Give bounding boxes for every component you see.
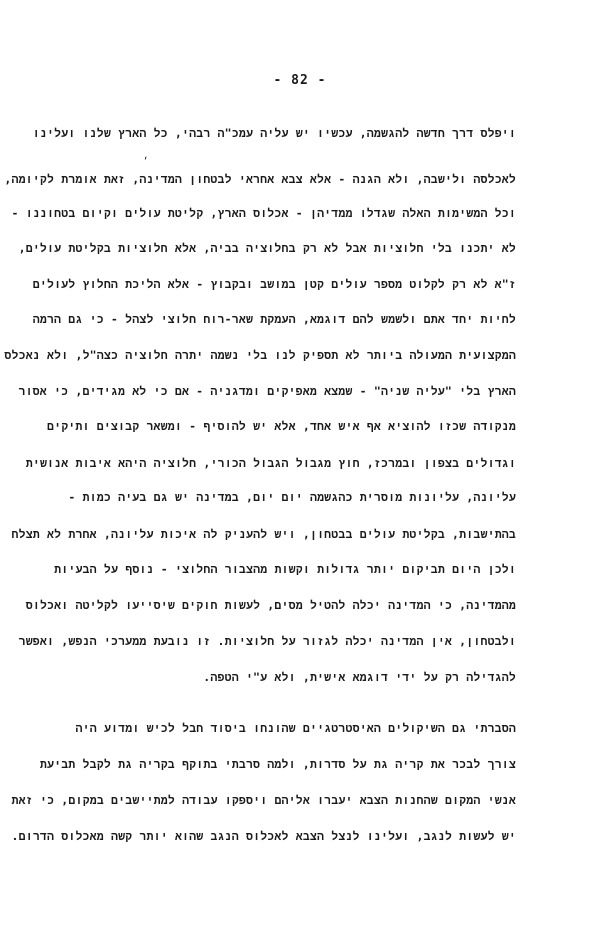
text-line: הארץ בלי "עליה שניה" - שמצא מאפיקים ומדגניה - אם כי לא מגידים, כי אסור bbox=[18, 384, 516, 398]
text-line: וכל המשימות האלה שגדלו ממדיהן - אכלוס הארץ, קליטת עולים וקיום בטחוננו - bbox=[11, 206, 516, 220]
text-line: צורך לבכר את קריה גת על סדרות, ולמה סרבתי בתוקף בקריה גת לקבל תביעת bbox=[39, 757, 516, 771]
text-line: לאכלסה ולישבה, ולא הגנה - אלא צבא אחראי לבטחון המדינה, זאת אומרת לקיומה, bbox=[4, 172, 516, 186]
text-line: יש לעשות לנגב, ועלינו לנצל הצבא לאכלוס הנגב שהוא יותר קשה מאכלוס הדרום. bbox=[11, 829, 516, 843]
text-line: לא יתכנו בלי חלוציות אבל לא רק בחלוציה בביה, אלא חלוציות בקליטת עולים, bbox=[18, 241, 516, 255]
text-line: אנשי המקום שהחנות הצבא יעברו אליהם ויספקו עבודה למתיישבים במקום, כי זאת bbox=[11, 793, 516, 807]
text-line: לחיות יחד אתם ולשמש להם דוגמא, העמקת שאר-רוח חלוצי לצהל - כי גם הרמה bbox=[32, 312, 516, 326]
text-line: הסברתי גם השיקולים האיסטרטגיים שהונחו ביסוד חבל לכיש ומדוע היה bbox=[75, 721, 516, 735]
text-line: ולבטחון, אין המדינה יכלה לגזור על חלוציות. זו נובעת ממערכי הנפש, ואפשר bbox=[18, 634, 516, 648]
text-line: להגדילה רק על ידי דוגמא אישית, ולא ע"י הטפה. bbox=[203, 670, 516, 684]
text-line: ולכן היום תביקום יותר גדולות וקשות מהצבור החלוצי - נוסף על הבעיות bbox=[54, 562, 516, 576]
text-line: וגדולים בצפון ובמרכז, חוץ מגבול הגבול הכורי, חלוציה היהא איבות אנושית bbox=[25, 456, 516, 470]
text-line: מנקודה שכזו להוציא אף איש אחד, אלא יש להוסיף - ומשאר קבוצים ותיקים bbox=[47, 419, 516, 433]
text-line: מהמדינה, כי המדינה יכלה להטיל מסים, לעשות חוקים שיסייעו לקליטה ואכלוס bbox=[25, 598, 516, 612]
page-number: - 82 - bbox=[273, 73, 327, 88]
text-line: ז"א לא רק לקלוט מספר עולים קטן במושב ובקבוץ - אלא הליכת החלוץ לעולים bbox=[32, 277, 516, 291]
stray-mark: ׳ bbox=[143, 157, 149, 167]
text-line: ויפלס דרך חדשה להגשמה, עכשיו יש עליה עמכ"ה רבהי, כל הארץ שלנו ועלינו bbox=[32, 126, 516, 140]
text-line: המקצועית המעולה ביותר לא תספיק לנו בלי נשמה יתרה חלוציה כצה"ל, ולא נאכלס bbox=[4, 348, 516, 362]
text-line: בהתישבות, בקליטת עולים בבטחון, ויש להעניק לה איכות עליונה, אחרת לא תצלח bbox=[11, 527, 516, 541]
text-line: עליונה, עליונות מוסרית כהגשמה יום יום, במדינה יש גם בעיה כמות - bbox=[68, 490, 516, 504]
